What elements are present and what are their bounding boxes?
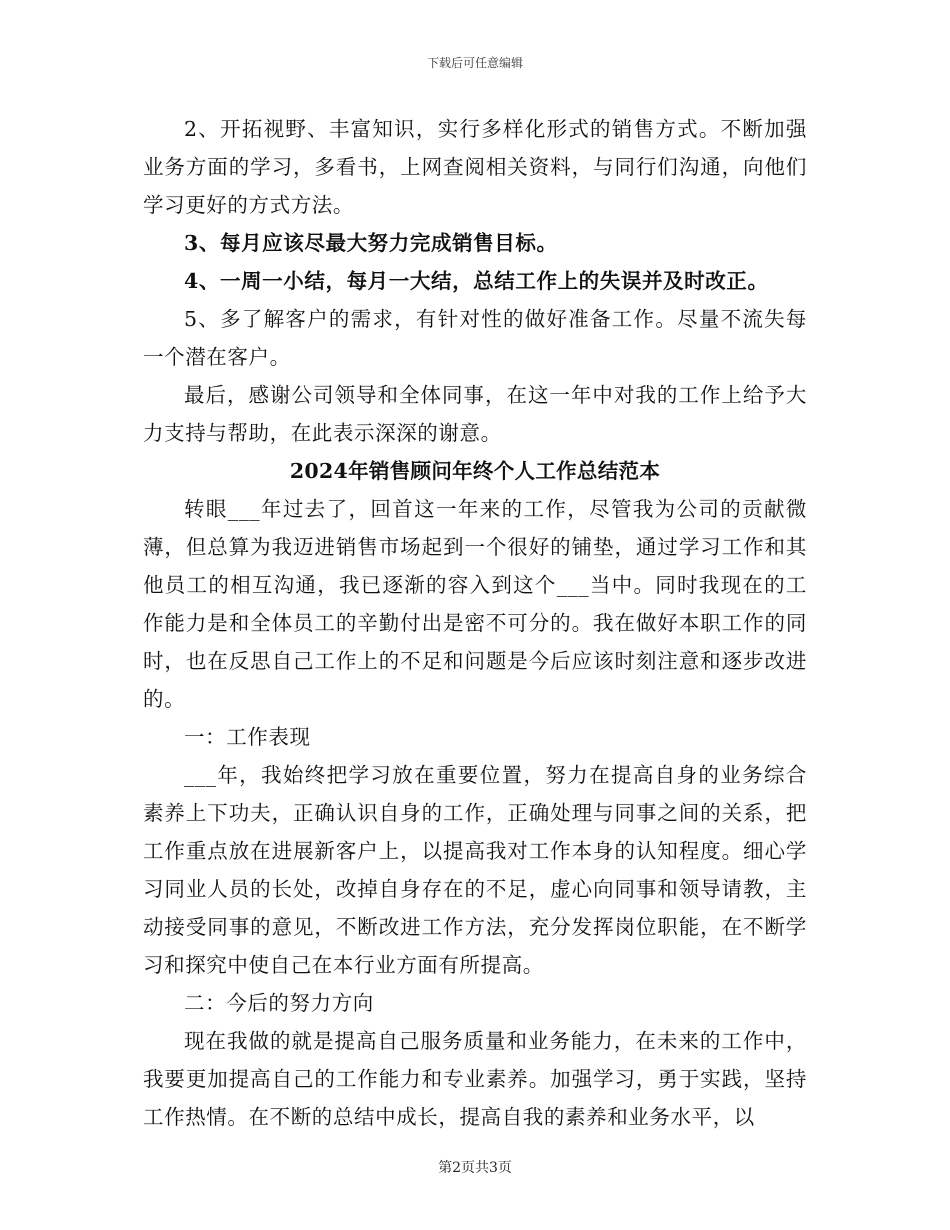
section-heading-work-performance: 一：工作表现: [184, 725, 311, 749]
section-title: 2024年销售顾问年终个人工作总结范本: [289, 459, 661, 483]
document-body: [143, 110, 807, 1136]
intro-paragraph: 转眼___年过去了，回首这一年来的工作，尽管我为公司的贡献微薄，但总算为我迈进销售市场起到一个很好的铺垫，通过学习工作和其他员工的相互沟通，我已逐渐的容入到这个___当中。同时我现在的工作能力是和全体员工的辛勤付出是密不可分的。我在做好本职工作的同时，也在反思自己工作上的不足和问题是今后应该时刻注意和逐步改进的。: [143, 497, 807, 711]
paragraph-item-4: 4、一周一小结，每月一大结，总结工作上的失误并及时改正。: [184, 269, 769, 293]
paragraph-item-3: 3、每月应该尽最大努力完成销售目标。: [184, 231, 558, 255]
section-heading-future-direction: 二：今后的努力方向: [184, 991, 374, 1015]
header-note: 下载后可任意编辑: [426, 56, 523, 70]
future-direction-paragraph: 现在我做的就是提高自己服务质量和业务能力，在未来的工作中，我要更加提高自己的工作能力和专业素养。加强学习，勇于实践，坚持工作热情。在不断的总结中成长，提高自我的素养和业务水平，以: [143, 1029, 807, 1129]
closing-paragraph: 最后，感谢公司领导和全体同事，在这一年中对我的工作上给予大力支持与帮助，在此表示深深的谢意。: [143, 383, 807, 445]
page-number: 第2页共3页: [438, 1160, 512, 1176]
work-performance-paragraph: ___年，我始终把学习放在重要位置，努力在提高自身的业务综合素养上下功夫，正确认识自身的工作，正确处理与同事之间的关系，把工作重点放在进展新客户上，以提高我对工作本身的认知程度。细心学习同业人员的长处，改掉自身存在的不足，虚心向同事和领导请教，主动接受同事的意见，不断改进工作方法，充分发挥岗位职能，在不断学习和探究中使自己在本行业方面有所提高。: [143, 763, 807, 977]
paragraph-item-2: 2、开拓视野、丰富知识，实行多样化形式的销售方式。不断加强业务方面的学习，多看书，上网查阅相关资料，与同行们沟通，向他们学习更好的方式方法。: [143, 117, 807, 217]
paragraph-item-5: 5、多了解客户的需求，有针对性的做好准备工作。尽量不流失每一个潜在客户。: [143, 307, 807, 369]
